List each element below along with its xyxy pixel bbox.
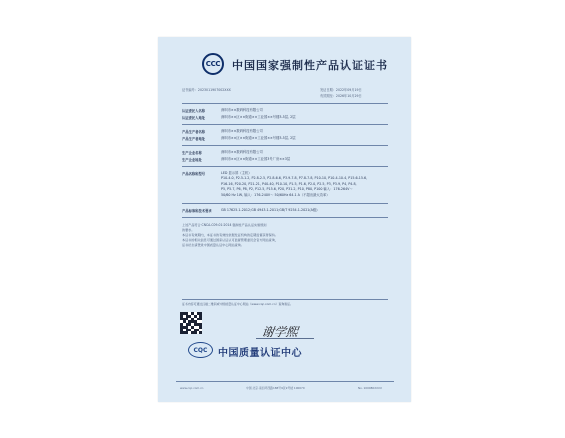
- applicant-label: 认证委托人名称: [182, 109, 206, 113]
- signature: 谢学熙: [260, 325, 299, 339]
- qr-code-icon[interactable]: [180, 312, 202, 334]
- footer-address: 中国·北京·南四环西路188号9区9号楼 100070: [246, 386, 305, 390]
- divider: [182, 103, 388, 104]
- applicant-address-label: 认证委托人地址: [182, 116, 206, 120]
- divider: [182, 124, 388, 125]
- signature-line: [256, 338, 314, 339]
- footer-serial: No. 100080XXXX: [358, 386, 382, 390]
- divider: [176, 381, 394, 382]
- issuer-name: 中国质量认证中心: [218, 348, 302, 359]
- footer-website: www.cqc.com.cn: [180, 386, 204, 390]
- manufacturer-address-label: 产品生产者地址: [182, 137, 206, 141]
- certificate-note: 上述产品符合 CNCA-C09-01:2014 强制性产品认证实施规则 的要求。 本证书有效期内，本证书的有效性依据发证机构的定期监督获得保持。 本证书的相关信息可通过国家认证认可监督管理委员会官方网站查询， 证书状态请登录中国质量认证中心网站查询。: [182, 223, 278, 247]
- certificate-number: 证书编号：2023011907002XXX: [182, 88, 231, 92]
- product-value: LED 显示屏（主机） P10-4.0, P2.5-1.2, P2.8-2.5, P2.8-6.6, P3.9-7.8, P7.8-7.8, P10-10, P10-4-10.4, P15.6-15.6, P16-16, P20-20, P21-21, P40-40, P10-10, P1.5, P1.6, P2.0, P2.5, P3, P3.9, P4, P4.8, P5, P5.7, P6, P8, P2, P12.5, P15.6, P20, P31.2, P10, P80, P100 输入：176-264V～ 50/60 Hz 1W, 输入：176-240V～ 50/60Hz 64.1 A（不超出最大功率）: [221, 171, 368, 197]
- manufacturer-label: 产品生产者名称: [182, 130, 206, 134]
- divider: [182, 217, 388, 218]
- applicant-value: 深圳市××数码科技有限公司: [221, 108, 263, 112]
- divider: [182, 203, 388, 204]
- issue-date: 发证日期：2022年09月19日: [320, 88, 362, 92]
- product-label: 产品名称和型号: [182, 172, 206, 176]
- manufacturer-value: 深圳市××数码科技有限公司: [221, 129, 263, 133]
- ccc-logo-icon: CCC: [202, 53, 224, 75]
- standard-label: 产品标准和技术要求: [182, 209, 212, 213]
- certificate-header: [158, 53, 411, 75]
- factory-value: 深圳市××数码科技有限公司: [221, 150, 263, 154]
- divider: [182, 145, 388, 146]
- factory-label: 生产企业名称: [182, 151, 202, 155]
- factory-address-label: 生产企业地址: [182, 158, 202, 162]
- certificate-title: 中国国家强制性产品认证证书: [232, 59, 388, 72]
- divider: [182, 299, 388, 300]
- manufacturer-address-value: 深圳市××区××街道××工业园××号楼3-5层, 2层: [221, 136, 296, 140]
- verification-note: 证书内容可通过扫描二维码或中国质量认证中心网站（www.cqc.com.cn）查询验证。: [182, 302, 293, 306]
- certificate-sheet: [158, 37, 411, 402]
- expiry-date: 有效期至：2026年10月29日: [320, 94, 362, 98]
- divider: [182, 166, 388, 167]
- cqc-seal-icon: CQC: [188, 342, 213, 358]
- standard-value: GB 17625.1-2012;GB 4943.1-2011;GB/T 9254.1-2021(A级): [221, 208, 318, 212]
- applicant-address-value: 深圳市××区××街道××工业园××号楼3-5层, 2层: [221, 115, 296, 119]
- factory-address-value: 深圳市××区××街道××工业园3号厂房××3层: [221, 157, 291, 161]
